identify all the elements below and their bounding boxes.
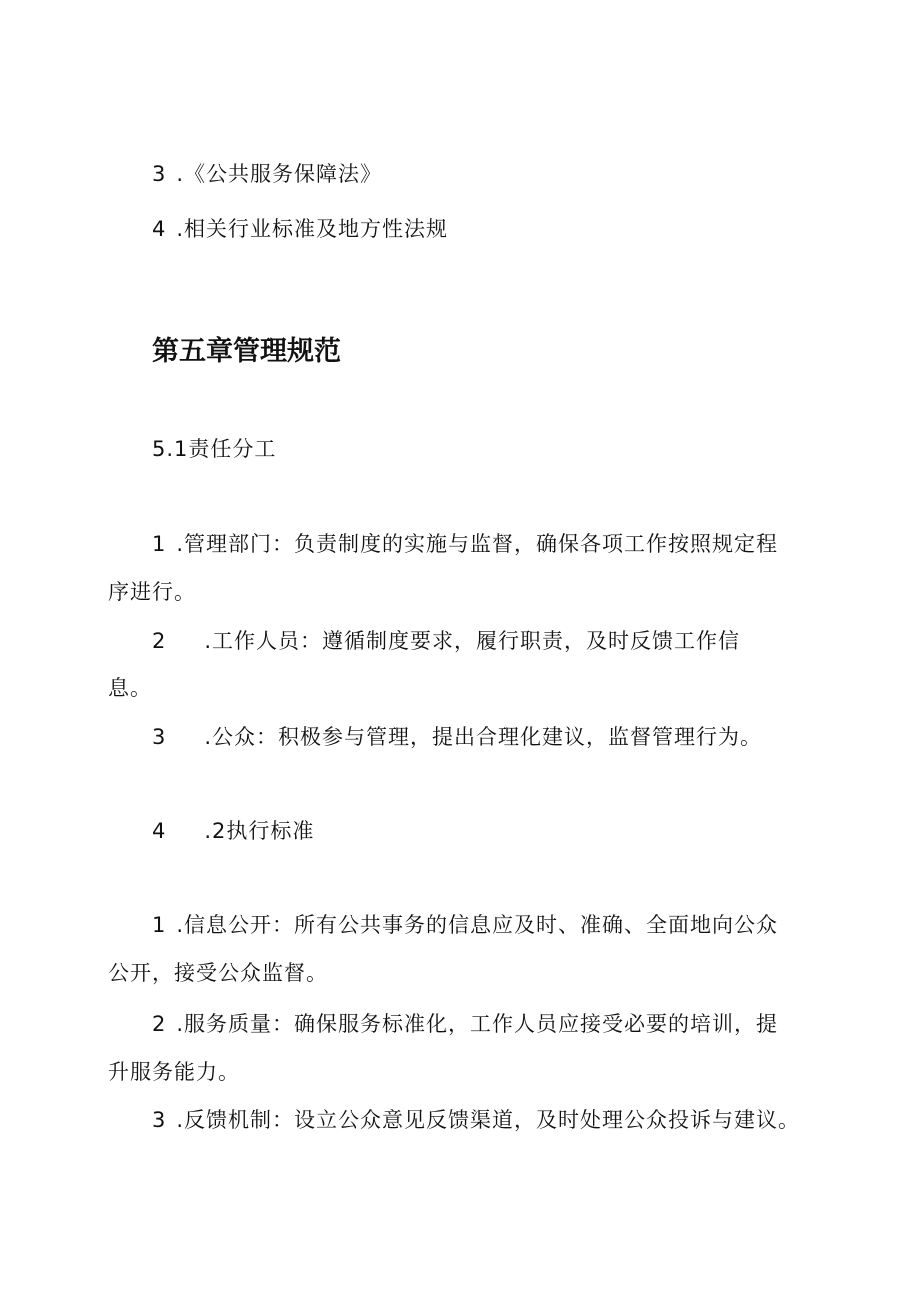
list-number: 3 xyxy=(152,162,167,186)
list-number: 2 xyxy=(152,629,167,653)
list-item-continuation: 公开，接受公众监督。 xyxy=(108,961,328,985)
list-number: 1 xyxy=(152,532,167,556)
list-item-info-disclosure xyxy=(152,910,778,940)
list-item-continuation: 升服务能力。 xyxy=(108,1060,240,1084)
chapter-title: 第五章管理规范 xyxy=(152,336,341,367)
list-text: .管理部门：负责制度的实施与监督，确保各项工作按照规定程 xyxy=(176,532,779,556)
list-number: 4 xyxy=(152,217,167,241)
list-number: 3 xyxy=(152,1108,167,1132)
section-heading-text: .2执行标准 xyxy=(204,819,315,843)
list-text: .服务质量：确保服务标准化，工作人员应接受必要的培训，提 xyxy=(176,1012,779,1036)
list-item-law-4 xyxy=(152,214,448,244)
list-number: 2 xyxy=(152,1012,167,1036)
list-text: .相关行业标准及地方性法规 xyxy=(176,217,449,241)
list-text: .公众：积极参与管理，提出合理化建议，监督管理行为。 xyxy=(204,725,763,749)
section-heading-standards xyxy=(152,816,314,846)
list-number: 3 xyxy=(152,725,167,749)
list-item-service-quality xyxy=(152,1009,778,1039)
list-item-public xyxy=(152,722,762,752)
section-heading-responsibilities: 5.1责任分工 xyxy=(152,437,277,461)
section-number: 4 xyxy=(152,819,167,843)
list-text: .《公共服务保障法》 xyxy=(176,162,383,186)
list-item-management-dept xyxy=(152,529,778,559)
list-text: .工作人员：遵循制度要求，履行职责，及时反馈工作信 xyxy=(204,629,741,653)
list-item-continuation: 息。 xyxy=(108,676,152,700)
list-item-continuation: 序进行。 xyxy=(108,580,196,604)
list-text: .信息公开：所有公共事务的信息应及时、准确、全面地向公众 xyxy=(176,913,779,937)
list-number: 1 xyxy=(152,913,167,937)
list-text: .反馈机制：设立公众意见反馈渠道，及时处理公众投诉与建议。 xyxy=(176,1108,801,1132)
list-item-feedback xyxy=(152,1105,800,1135)
list-item-staff xyxy=(152,626,740,656)
list-item-law-3 xyxy=(152,159,382,189)
